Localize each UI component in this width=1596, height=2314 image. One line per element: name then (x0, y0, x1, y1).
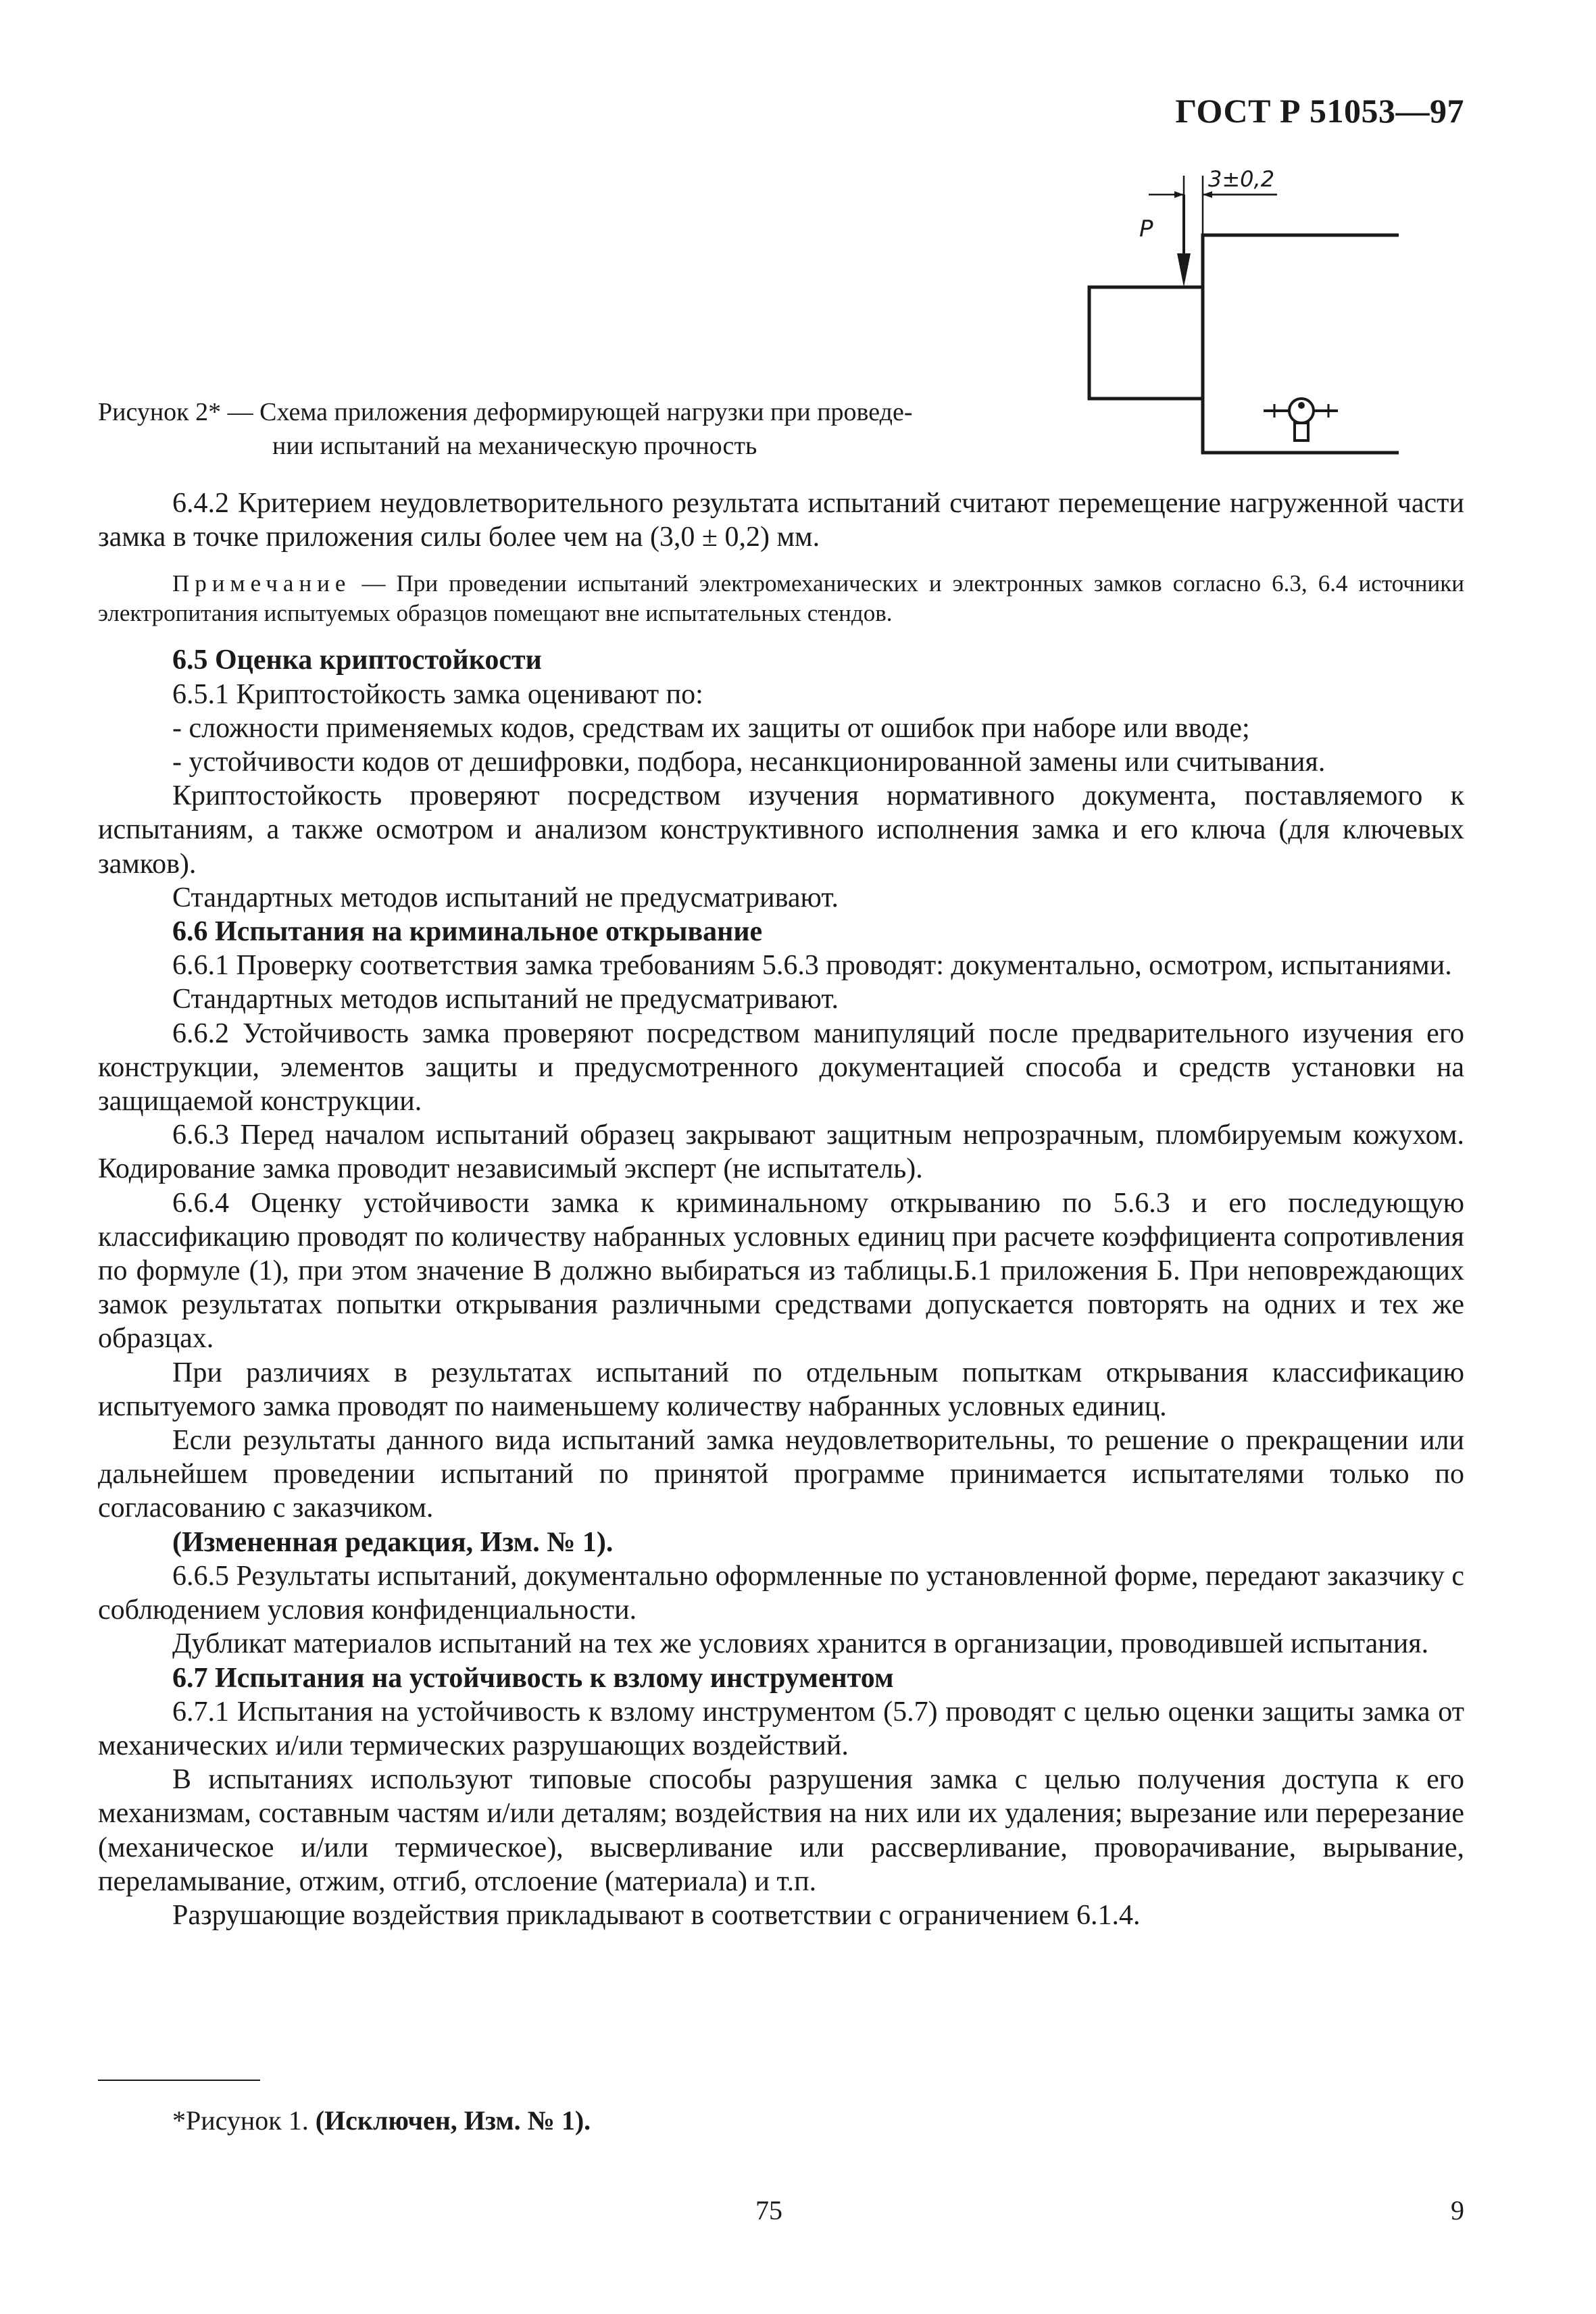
main-text (98, 486, 1464, 1932)
keyhole-icon (1264, 399, 1338, 441)
paragraph-6-6-1: 6.6.1 Проверку соответствия замка требованиям 5.6.3 проводят: документально, осмотром, испытаниями. (172, 950, 1452, 982)
paragraph-6-7-1-b: В испытаниях используют типовые способы разрушения замка с целью получения доступа к его механизмам, составным частям и/или деталям; воздействия на них или их удаления; вырезание или перерезание (механическое и/или термическое), высверливание или рассверливание, проворачивание, вырывание, переламывание, отжим, отгиб, отслоение (материала) и т.п. (98, 1764, 1464, 1897)
paragraph-6-5-1: 6.5.1 Криптостойкость замка оценивают по: (172, 678, 703, 710)
force-label: P (1139, 216, 1153, 243)
note-label: Примечание (172, 570, 351, 597)
force-arrow-head (1177, 253, 1191, 287)
list-item: - устойчивости кодов от дешифровки, подбора, несанкционированной замены или считывания. (172, 747, 1326, 778)
note (98, 569, 1464, 628)
heading-6-5: 6.5 Оценка криптостойкости (172, 645, 542, 676)
paragraph-6-6-3: 6.6.3 Перед началом испытаний образец закрывают защитным непрозрачным, пломбируемым кожухом. Кодирование замка проводит независимый эксперт (не испытатель). (98, 1120, 1464, 1185)
list-item: - сложности применяемых кодов, средствам их защиты от ошибок при наборе или вводе; (172, 712, 1250, 744)
page-number-center: 75 (755, 2195, 782, 2225)
heading-6-7: 6.7 Испытания на устойчивость к взлому инструментом (172, 1662, 894, 1694)
document-header: ГОСТ Р 51053—97 (1175, 92, 1464, 130)
heading-6-6: 6.6 Испытания на криминальное открывание (172, 916, 763, 948)
left-block (1089, 287, 1203, 399)
paragraph-6-7-1-c: Разрушающие воздействия прикладывают в соответствии с ограничением 6.1.4. (172, 1899, 1141, 1931)
dim-arrow-left (1174, 191, 1184, 198)
footnote-divider (98, 2080, 260, 2081)
figure-2-diagram (1074, 162, 1399, 459)
paragraph-6-6-4-b: При различиях в результатах испытаний по отдельным попыткам открывания классификацию испытуемого замка проводят по наименьшему количеству набранных условных единиц. (98, 1357, 1464, 1422)
caption-line-1: Рисунок 2* — Схема приложения деформирующей нагрузки при проведе- (98, 398, 913, 426)
paragraph-6-6-4-c: Если результаты данного вида испытаний замка неудовлетворительны, то решение о прекращении или дальнейшем проведении испытаний по принятой программе принимается испытателями только по согласованию с заказчиком. (98, 1425, 1464, 1524)
paragraph-6-6-4: 6.6.4 Оценку устойчивости замка к криминальному открыванию по 5.6.3 и его последующую классификацию проводят по количеству набранных условных единиц при расчете коэффициента сопротивления по формуле (1), при этом значение В должно выбираться из таблицы.Б.1 приложения Б. При неповреждающих замок результатах попытки открывания различными средствами допускается повторять на одних и тех же образцах. (98, 1187, 1464, 1355)
amendment-note: (Измененная редакция, Изм. № 1). (172, 1526, 614, 1558)
footnote-bold: (Исключен, Изм. № 1). (315, 2105, 591, 2136)
paragraph-6-5-1-b: Криптостойкость проверяют посредством изучения нормативного документа, поставляемого к испытаниям, а также осмотром и анализом конструктивного исполнения замка и его ключа (для ключевых замков). (98, 780, 1464, 880)
dimension-label: 3±0,2 (1208, 166, 1275, 192)
page-number-right: 9 (1451, 2195, 1464, 2225)
paragraph-6-7-1: 6.7.1 Испытания на устойчивость к взлому инструментом (5.7) проводят с целью оценки защиты замка от механических и/или термических разрушающих воздействий. (98, 1696, 1464, 1761)
figure-caption (98, 395, 1044, 463)
caption-line-2: нии испытаний на механическую прочность (272, 432, 757, 460)
note-text: — При проведении испытаний электромеханических и электронных замков согласно 6.3, 6.4 источники электропитания испытуемых образцов помещают вне испытательных стендов. (98, 570, 1464, 627)
paragraph-6-6-2: 6.6.2 Устойчивость замка проверяют посредством манипуляций после предварительного изучения его конструкции, элементов защиты и предусмотренного документацией способа и средств установки на защищаемой конструкции. (98, 1017, 1464, 1117)
paragraph-6-6-1-b: Стандартных методов испытаний не предусматривают. (172, 984, 839, 1015)
footnote-text: *Рисунок 1. (172, 2105, 316, 2136)
paragraph-6-6-5-b: Дубликат материалов испытаний на тех же условиях хранится в организации, проводившей испытания. (172, 1628, 1429, 1660)
paragraph-6-5-1-c: Стандартных методов испытаний не предусматривают. (172, 882, 839, 913)
footnote (172, 2105, 591, 2136)
paragraph-6-4-2: 6.4.2 Критерием неудовлетворительного результата испытаний считают перемещение нагруженной части замка в точке приложения силы более чем на (3,0 ± 0,2) мм. (98, 488, 1464, 553)
paragraph-6-6-5: 6.6.5 Результаты испытаний, документально оформленные по установленной форме, передают заказчику с соблюдением условия конфиденциальности. (98, 1560, 1464, 1626)
load-scheme-drawing (1074, 162, 1399, 459)
